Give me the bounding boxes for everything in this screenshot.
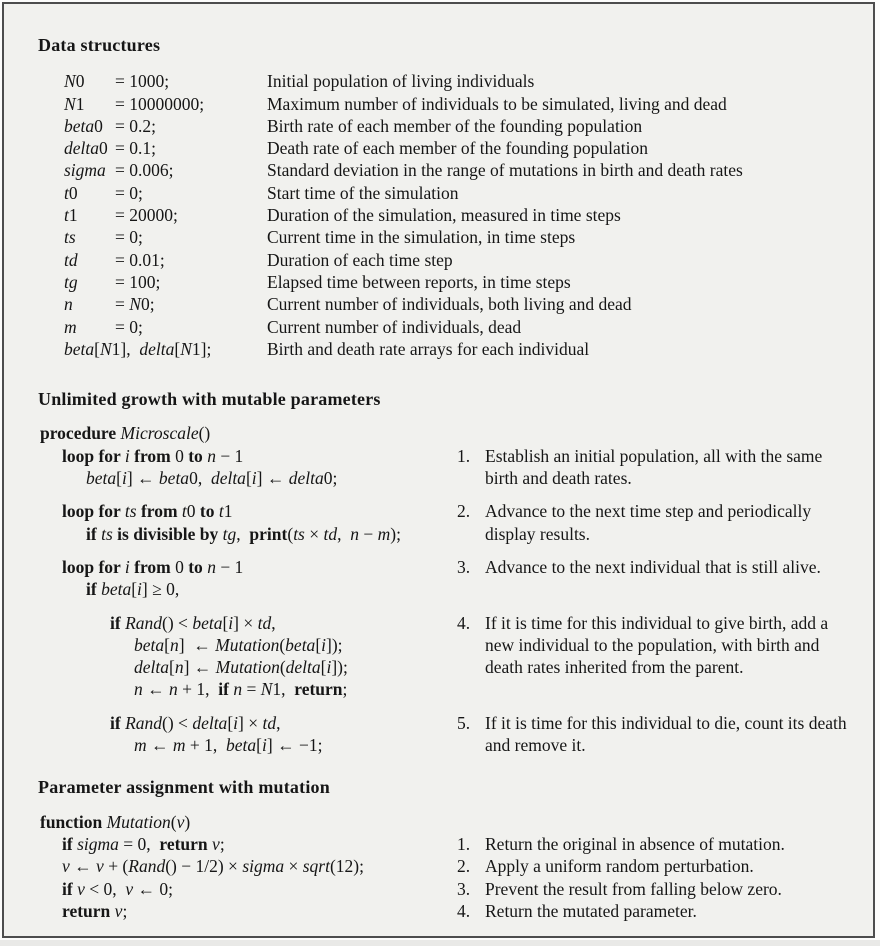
step-comment	[457, 445, 847, 490]
variable-description: Start time of the simulation	[267, 182, 459, 203]
code-line: loop for i from 0 to n − 1	[62, 445, 244, 466]
code-line: return v;	[62, 900, 128, 921]
variable-value: = 0.2;	[115, 115, 156, 136]
step-comment	[457, 833, 847, 855]
variable-value: = 10000000;	[115, 93, 205, 114]
code-comment-block	[38, 500, 847, 545]
variable-name: beta0	[64, 115, 103, 136]
code-line: if beta[i] ≥ 0,	[86, 579, 180, 600]
variable-value: = 1000;	[115, 71, 170, 92]
mutation-heading: Parameter assignment with mutation	[38, 777, 330, 798]
variable-description: Duration of each time step	[267, 249, 453, 270]
code-block	[38, 712, 457, 757]
code-comment-block	[38, 712, 847, 757]
variable-row	[64, 338, 847, 360]
function-body	[38, 833, 847, 922]
variable-value: = 0;	[115, 227, 143, 248]
step-text: Apply a uniform random perturbation.	[485, 856, 754, 877]
variable-name: delta0	[64, 138, 108, 159]
step-comment	[457, 855, 847, 877]
section-unlimited-growth	[38, 388, 847, 756]
variable-description: Maximum number of individuals to be simulated, living and dead	[267, 93, 727, 114]
variable-name: tg	[64, 271, 78, 292]
variable-name: m	[64, 316, 77, 337]
data-structures-heading: Data structures	[38, 35, 161, 55]
code-comment-block	[38, 445, 847, 490]
code-line: if v < 0, v ← 0;	[62, 878, 174, 899]
variable-description: Current time in the simulation, in time steps	[267, 227, 576, 248]
code-line: if sigma = 0, return v;	[62, 833, 225, 854]
variable-name: t0	[64, 182, 78, 203]
variable-name: N1	[64, 93, 85, 114]
step-number: 4.	[457, 612, 471, 633]
pseudocode-panel	[2, 2, 875, 938]
variable-name: n	[64, 294, 73, 315]
step-text: If it is time for this individual to die, count its death and remove it.	[485, 712, 847, 756]
variable-row	[64, 226, 847, 248]
variable-description: Elapsed time between reports, in time steps	[267, 271, 571, 292]
code-line: beta[i] ← beta0, delta[i] ← delta0;	[86, 468, 338, 489]
variable-row	[64, 93, 847, 115]
variable-description: Current number of individuals, dead	[267, 316, 522, 337]
code-comment-line	[38, 855, 847, 877]
variable-value: = 100;	[115, 271, 161, 292]
variable-description: Initial population of living individuals	[267, 71, 535, 92]
variable-value: = 0;	[115, 182, 143, 203]
procedure-signature: procedure Microscale()	[40, 423, 211, 444]
step-number: 3.	[457, 556, 471, 577]
code-line: if Rand() < beta[i] × td,	[110, 612, 276, 633]
variable-description: Birth and death rate arrays for each individual	[267, 338, 590, 359]
code-comment-line	[38, 900, 847, 922]
variable-row	[64, 249, 847, 271]
step-comment	[457, 712, 847, 757]
code-line: v ← v + (Rand() − 1/2) × sigma × sqrt(12);	[62, 856, 365, 877]
variable-name: ts	[64, 227, 76, 248]
variable-description: Death rate of each member of the founding population	[267, 138, 648, 159]
step-comment	[457, 878, 847, 900]
step-comment	[457, 556, 847, 601]
code-line: n ← n + 1, if n = N1, return;	[134, 679, 348, 700]
step-text: Return the original in absence of mutation.	[485, 833, 785, 854]
section-mutation	[38, 776, 847, 922]
step-text: Prevent the result from falling below zero.	[485, 878, 782, 899]
variable-row	[64, 159, 847, 181]
variable-row	[64, 115, 847, 137]
step-comment	[457, 500, 847, 545]
variable-value: = N0;	[115, 294, 155, 315]
step-number: 4.	[457, 900, 471, 921]
variable-value: = 0.1;	[115, 138, 156, 159]
code-comment-block	[38, 556, 847, 601]
variable-table	[64, 70, 847, 360]
code-line: beta[n] ← Mutation(beta[i]);	[134, 634, 343, 655]
variable-value: = 0;	[115, 316, 143, 337]
variable-row	[64, 70, 847, 92]
code-block	[38, 445, 457, 490]
step-text: If it is time for this individual to give birth, add a new individual to the population, with birth and death rates inherited from the parent.	[485, 612, 829, 678]
code-comment-line	[38, 878, 847, 900]
step-number: 5.	[457, 712, 471, 733]
code-line: delta[n] ← Mutation(delta[i]);	[134, 657, 348, 678]
variable-value: = 20000;	[115, 205, 178, 226]
variable-name: beta[N1], delta[N1];	[64, 338, 212, 359]
step-number: 2.	[457, 856, 471, 877]
variable-row	[64, 293, 847, 315]
code-line: loop for ts from t0 to t1	[62, 501, 233, 522]
step-number: 2.	[457, 501, 471, 522]
variable-name: t1	[64, 205, 78, 226]
variable-name: N0	[64, 71, 85, 92]
variable-value: = 0.006;	[115, 160, 174, 181]
step-text: Advance to the next individual that is still alive.	[485, 556, 821, 577]
growth-heading: Unlimited growth with mutable parameters	[38, 389, 381, 410]
variable-description: Birth rate of each member of the founding population	[267, 115, 643, 136]
step-number: 1.	[457, 445, 471, 466]
step-number: 1.	[457, 833, 471, 854]
step-text: Advance to the next time step and periodically display results.	[485, 501, 812, 544]
variable-row	[64, 271, 847, 293]
function-signature: function Mutation(v)	[40, 811, 191, 832]
code-line: loop for i from 0 to n − 1	[62, 556, 244, 577]
variable-description: Duration of the simulation, measured in time steps	[267, 205, 621, 226]
variable-row	[64, 204, 847, 226]
code-block	[38, 556, 457, 601]
variable-description: Current number of individuals, both living and dead	[267, 294, 632, 315]
code-line: m ← m + 1, beta[i] ← −1;	[134, 735, 323, 756]
code-comment-block	[38, 612, 847, 701]
step-text: Establish an initial population, all with the same birth and death rates.	[485, 445, 823, 489]
section-data-structures	[38, 34, 847, 360]
code-line: if Rand() < delta[i] × td,	[110, 712, 281, 733]
code-block	[38, 500, 457, 545]
step-text: Return the mutated parameter.	[485, 900, 697, 921]
variable-name: td	[64, 249, 78, 270]
variable-name: sigma	[64, 160, 106, 181]
window-bottom-edge	[0, 940, 880, 946]
variable-row	[64, 137, 847, 159]
variable-value: = 0.01;	[115, 249, 165, 270]
step-comment	[457, 612, 847, 701]
code-comment-line	[38, 833, 847, 855]
variable-row	[64, 182, 847, 204]
code-line: if ts is divisible by tg, print(ts × td, n − m);	[86, 523, 401, 544]
step-number: 3.	[457, 878, 471, 899]
variable-description: Standard deviation in the range of mutations in birth and death rates	[267, 160, 743, 181]
step-comment	[457, 900, 847, 922]
code-block	[38, 612, 457, 701]
variable-row	[64, 316, 847, 338]
